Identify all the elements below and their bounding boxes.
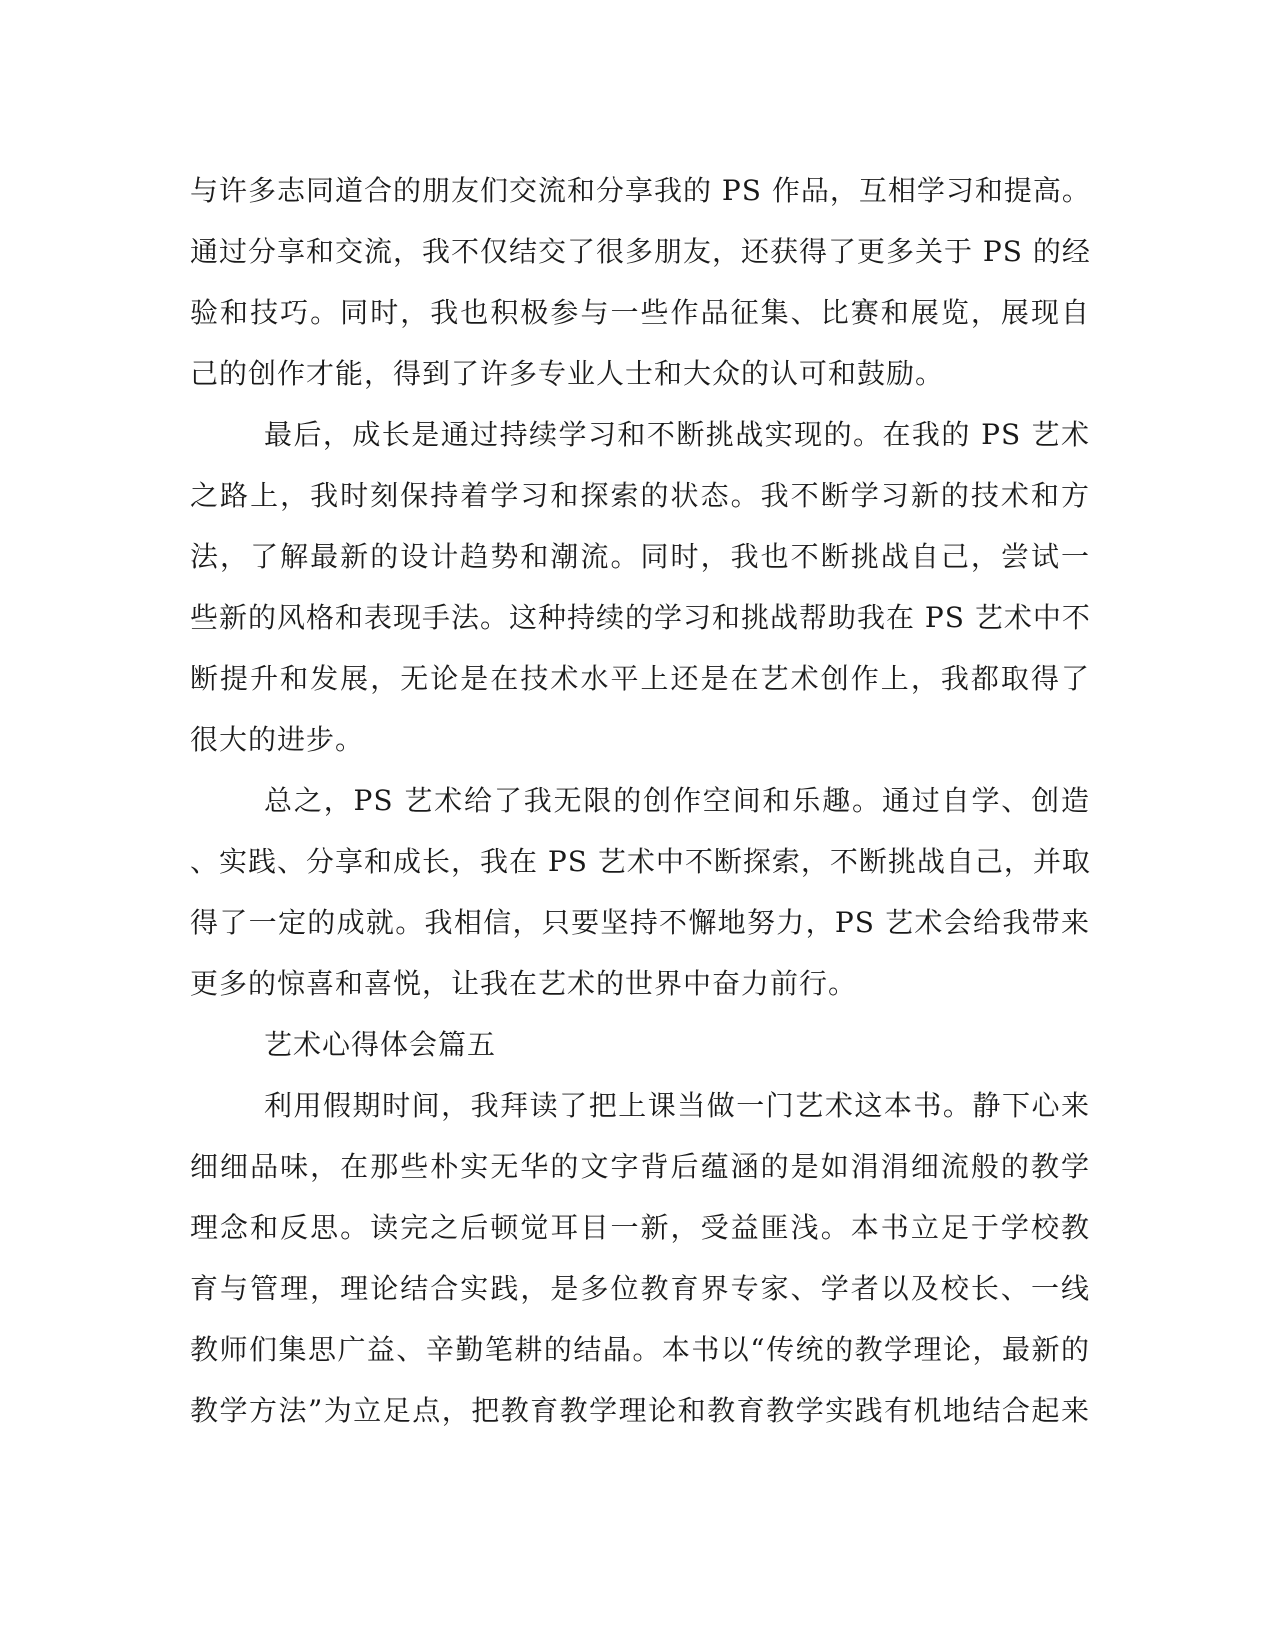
text-line: 些新的风格和表现手法。这种持续的学习和挑战帮助我在 PS 艺术中不 xyxy=(190,601,1091,634)
text-line: 断提升和发展，无论是在技术水平上还是在艺术创作上，我都取得了 xyxy=(190,662,1090,695)
text-line: 验和技巧。同时，我也积极参与一些作品征集、比赛和展览，展现自 xyxy=(190,296,1090,329)
body-text xyxy=(190,160,1090,1441)
text-line: 通过分享和交流，我不仅结交了很多朋友，还获得了更多关于 PS 的经 xyxy=(190,235,1091,268)
text-line: 法，了解最新的设计趋势和潮流。同时，我也不断挑战自己，尝试一 xyxy=(190,540,1090,573)
text-line: 总之，PS 艺术给了我无限的创作空间和乐趣。通过自学、创造 xyxy=(264,784,1090,817)
text-line: 、实践、分享和成长，我在 PS 艺术中不断探索，不断挑战自己，并取 xyxy=(190,845,1091,878)
text-line: 与许多志同道合的朋友们交流和分享我的 PS 作品，互相学习和提高。 xyxy=(190,174,1091,207)
text-line: 教师们集思广益、辛勤笔耕的结晶。本书以“传统的教学理论，最新的 xyxy=(190,1333,1090,1366)
text-line: 之路上，我时刻保持着学习和探索的状态。我不断学习新的技术和方 xyxy=(190,479,1090,512)
section-heading: 艺术心得体会篇五 xyxy=(264,1028,497,1061)
text-line: 更多的惊喜和喜悦，让我在艺术的世界中奋力前行。 xyxy=(190,967,858,1000)
text-line: 理念和反思。读完之后顿觉耳目一新，受益匪浅。本书立足于学校教 xyxy=(190,1211,1090,1244)
text-line: 育与管理，理论结合实践，是多位教育界专家、学者以及校长、一线 xyxy=(190,1272,1090,1305)
text-line: 细细品味，在那些朴实无华的文字背后蕴涵的是如涓涓细流般的教学 xyxy=(190,1150,1090,1183)
text-line: 得了一定的成就。我相信，只要坚持不懈地努力，PS 艺术会给我带来 xyxy=(190,906,1090,939)
text-line: 利用假期时间，我拜读了把上课当做一门艺术这本书。静下心来 xyxy=(264,1089,1090,1122)
text-line: 己的创作才能，得到了许多专业人士和大众的认可和鼓励。 xyxy=(190,357,945,390)
text-line: 教学方法”为立足点，把教育教学理论和教育教学实践有机地结合起来 xyxy=(190,1394,1090,1427)
text-line: 很大的进步。 xyxy=(190,723,365,756)
text-line: 最后，成长是通过持续学习和不断挑战实现的。在我的 PS 艺术 xyxy=(264,418,1090,451)
